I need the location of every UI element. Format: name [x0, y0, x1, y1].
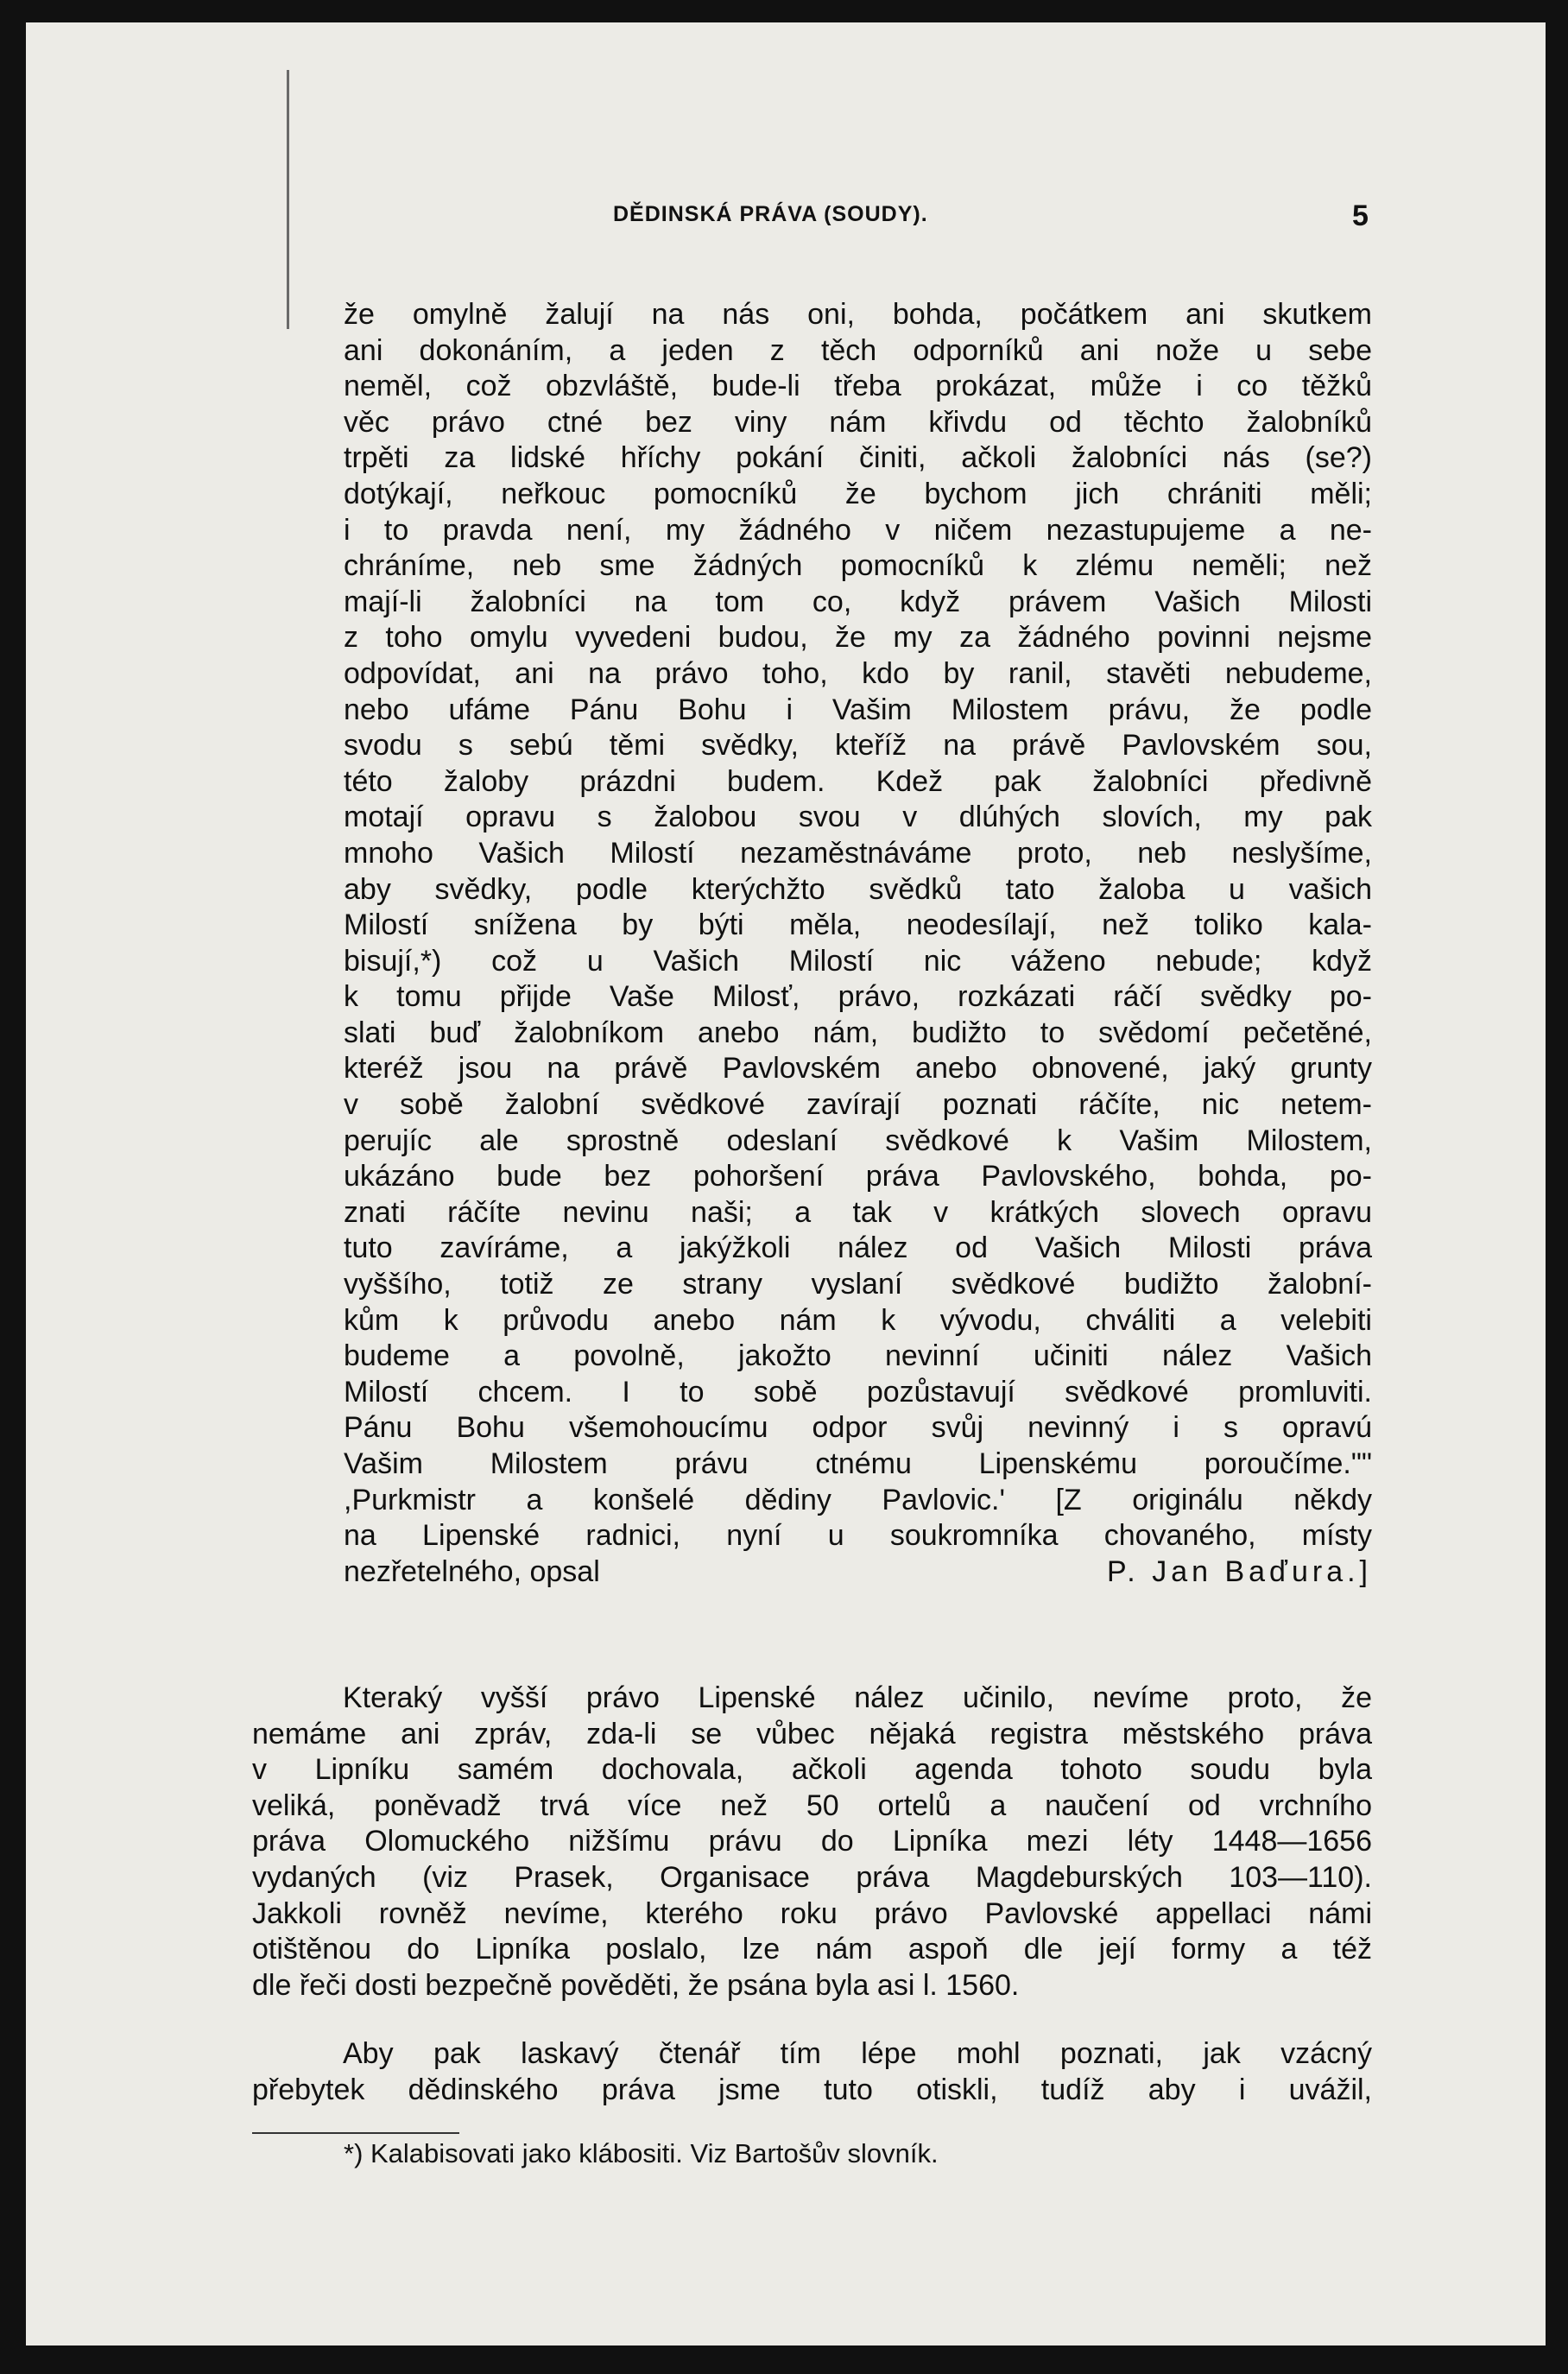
text-line: trpěti za lidské hříchy pokání činiti, ačkoli žalobníci nás (se?)	[344, 441, 1372, 475]
book-page	[26, 22, 1546, 2346]
text-line: k tomu přijde Vaše Milosť, právo, rozkázati ráčí svědky po-	[344, 980, 1372, 1014]
text-line: Aby pak laskavý čtenář tím lépe mohl poznati, jak vzácný	[343, 2037, 1372, 2070]
text-line: slati buď žalobníkom anebo nám, budižto to svědomí pečetěné,	[344, 1016, 1372, 1049]
signature-line	[344, 1554, 1372, 1591]
text-line: aby svědky, podle kterýchžto svědků tato žaloba u vašich	[344, 872, 1372, 906]
page-number: 5	[1352, 199, 1369, 232]
running-title: DĚDINSKÁ PRÁVA (SOUDY).	[613, 202, 928, 226]
text-line: v sobě žalobní svědkové zavírají poznati ráčíte, nic netem-	[344, 1088, 1372, 1122]
text-line: ,Purkmistr a konšelé dědiny Pavlovic.' [Z originálu někdy	[344, 1483, 1372, 1516]
text-line: Milostí snížena by býti měla, neodesílají, než toliko kala-	[344, 908, 1372, 942]
text-line: na Lipenské radnici, nyní u soukromníka chovaného, místy	[344, 1519, 1372, 1553]
footnote: *) Kalabisovati jako klábositi. Viz Bartošův slovník.	[344, 2138, 939, 2168]
text-line: nebo ufáme Pánu Bohu i Vašim Milostem právu, že podle	[344, 693, 1372, 726]
text-line: veliká, poněvadž trvá více než 50 ortelů a naučení od vrchního	[252, 1788, 1372, 1822]
text-line: Milostí chcem. I to sobě pozůstavují svědkové promluviti.	[344, 1375, 1372, 1409]
text-line: znati ráčíte nevinu naši; a tak v krátkých slovech opravu	[344, 1195, 1372, 1229]
text-line: odpovídat, ani na právo toho, kdo by ranil, stavěti nebudeme,	[344, 656, 1372, 690]
text-line: Vašim Milostem právu ctnému Lipenskému poroučíme.""	[344, 1447, 1372, 1480]
text-line: vydaných (viz Prasek, Organisace práva Magdeburských 103—110).	[252, 1860, 1372, 1894]
text-line: kům k průvodu anebo nám k vývodu, chváliti a velebiti	[344, 1303, 1372, 1337]
text-line: svodu s sebú těmi svědky, kteříž na právě Pavlovském sou,	[344, 729, 1372, 763]
text-line: motají opravu s žalobou svou v dlúhých slovích, my pak	[344, 801, 1372, 834]
text-line: mají-li žalobníci na tom co, když právem Vašich Milosti	[344, 585, 1372, 618]
text-line: perujíc ale sprostně odeslaní svědkové k Vašim Milostem,	[344, 1124, 1372, 1157]
paragraph	[252, 1681, 1372, 2004]
margin-rule	[287, 70, 289, 329]
text-line: neměl, což obzvláště, bude-li třeba prokázat, může i co těžků	[344, 370, 1372, 403]
text-line: práva Olomuckého nižšímu právu do Lipníka mezi léty 1448—1656	[252, 1825, 1372, 1858]
text-line: dle řeči dosti bezpečně pověděti, že psána byla asi l. 1560.	[252, 1968, 1020, 2002]
signature-name: P. Jan Baďura.]	[1107, 1554, 1372, 1588]
text-line: dotýkají, neřkouc pomocníků že bychom jich chrániti měli;	[344, 477, 1372, 510]
text-line: budeme a povolně, jakožto nevinní učiniti nález Vašich	[344, 1339, 1372, 1373]
text-line: mnoho Vašich Milostí nezaměstnáváme proto, neb neslyšíme,	[344, 836, 1372, 870]
text-line: nemáme ani zpráv, zda-li se vůbec nějaká registra městského práva	[252, 1717, 1372, 1750]
text-line: chráníme, neb sme žádných pomocníků k zlému neměli; než	[344, 549, 1372, 583]
text-line: bisují,*) což u Vašich Milostí nic váženo nebude; když	[344, 944, 1372, 978]
text-line: z toho omylu vyvedeni budou, že my za žádného povinni nejsme	[344, 621, 1372, 655]
text-line: vyššího, totiž ze strany vyslaní svědkové budižto žalobní-	[344, 1268, 1372, 1301]
quoted-document	[344, 297, 1372, 1590]
text-line: ani dokonáním, a jeden z těch odporníků ani nože u sebe	[344, 333, 1372, 367]
text-line: ukázáno bude bez pohoršení práva Pavlovského, bohda, po-	[344, 1160, 1372, 1193]
text-line: v Lipníku samém dochovala, ačkoli agenda tohoto soudu byla	[252, 1753, 1372, 1787]
text-line: tuto zavíráme, a jakýžkoli nález od Vašich Milosti práva	[344, 1231, 1372, 1265]
text-line: Kteraký vyšší právo Lipenské nález učinilo, nevíme proto, že	[343, 1681, 1372, 1714]
text-line: Pánu Bohu všemohoucímu odpor svůj nevinný i s opravú	[344, 1411, 1372, 1445]
text-line: i to pravda není, my žádného v ničem nezastupujeme a ne-	[344, 513, 1372, 547]
text-line: Jakkoli rovněž nevíme, kterého roku právo Pavlovské appellaci námi	[252, 1896, 1372, 1930]
text-line: kteréž jsou na právě Pavlovském anebo obnovené, jaký grunty	[344, 1052, 1372, 1086]
signature-note: nezřetelného, opsal	[344, 1554, 600, 1588]
text-line: věc právo ctné bez viny nám křivdu od těchto žalobníků	[344, 405, 1372, 439]
paragraph	[252, 2036, 1372, 2108]
text-line: přebytek dědinského práva jsme tuto otiskli, tudíž aby i uvážil,	[252, 2073, 1372, 2106]
text-line: otištěnou do Lipníka poslalo, lze nám aspoň dle její formy a též	[252, 1933, 1372, 1966]
footnote-divider	[252, 2132, 459, 2134]
text-line: že omylně žalují na nás oni, bohda, počátkem ani skutkem	[344, 298, 1372, 331]
text-line: této žaloby prázdni budem. Kdež pak žalobníci předivně	[344, 764, 1372, 798]
